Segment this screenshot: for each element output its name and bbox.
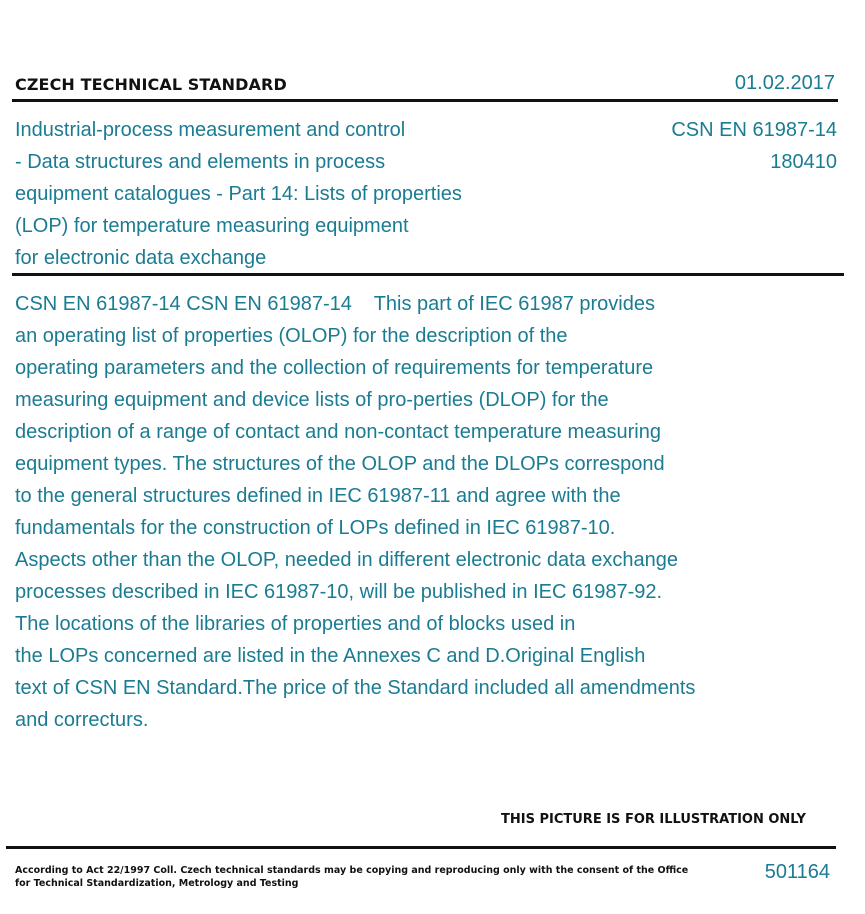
title-divider [12,273,844,276]
standard-title [15,114,535,274]
document-code: 501164 [764,861,830,883]
standard-title-line: for electronic data exchange [15,247,267,269]
abstract-line: an operating list of properties (OLOP) for the description of the [15,325,568,347]
abstract-line: The locations of the libraries of properties and of blocks used in [15,613,576,635]
header-title: CZECH TECHNICAL STANDARD [15,75,287,94]
abstract-line: processes described in IEC 61987-10, will be published in IEC 61987-92. [15,581,663,603]
header-divider [12,99,838,102]
legal-notice-line: for Technical Standardization, Metrology and Testing [15,878,299,889]
publication-date: 01.02.2017 [734,72,835,94]
abstract-line: fundamentals for the construction of LOPs defined in IEC 61987-10. [15,517,616,539]
abstract-line: operating parameters and the collection of requirements for temperature [15,357,654,379]
abstract-line: equipment types. The structures of the OLOP and the DLOPs correspond [15,453,665,475]
footer-divider [6,846,836,849]
illustration-disclaimer: THIS PICTURE IS FOR ILLUSTRATION ONLY [501,812,806,827]
standard-title-line: equipment catalogues - Part 14: Lists of properties [15,183,462,205]
abstract-line: to the general structures defined in IEC 61987-11 and agree with the [15,485,621,507]
legal-notice-line: According to Act 22/1997 Coll. Czech technical standards may be copying and reproducing only with the consent of the Office [15,865,689,876]
abstract-line: and correcturs. [15,709,149,731]
abstract-line: text of CSN EN Standard.The price of the Standard included all amendments [15,677,696,699]
standard-title-line: (LOP) for temperature measuring equipment [15,215,409,237]
legal-notice [15,864,689,890]
class-code: 180410 [770,151,837,173]
standard-title-line: Industrial-process measurement and control [15,119,406,141]
abstract-line: Aspects other than the OLOP, needed in different electronic data exchange [15,549,679,571]
standard-number: CSN EN 61987-14 [671,119,837,141]
abstract-line: CSN EN 61987-14 CSN EN 61987-14 This part of IEC 61987 provides [15,293,655,315]
abstract-line: the LOPs concerned are listed in the Annexes C and D.Original English [15,645,646,667]
abstract-line: measuring equipment and device lists of pro-perties (DLOP) for the [15,389,609,411]
standard-title-line: - Data structures and elements in process [15,151,386,173]
standard-identifier [671,114,837,178]
abstract-text [15,288,775,736]
abstract-line: description of a range of contact and non-contact temperature measuring [15,421,661,443]
